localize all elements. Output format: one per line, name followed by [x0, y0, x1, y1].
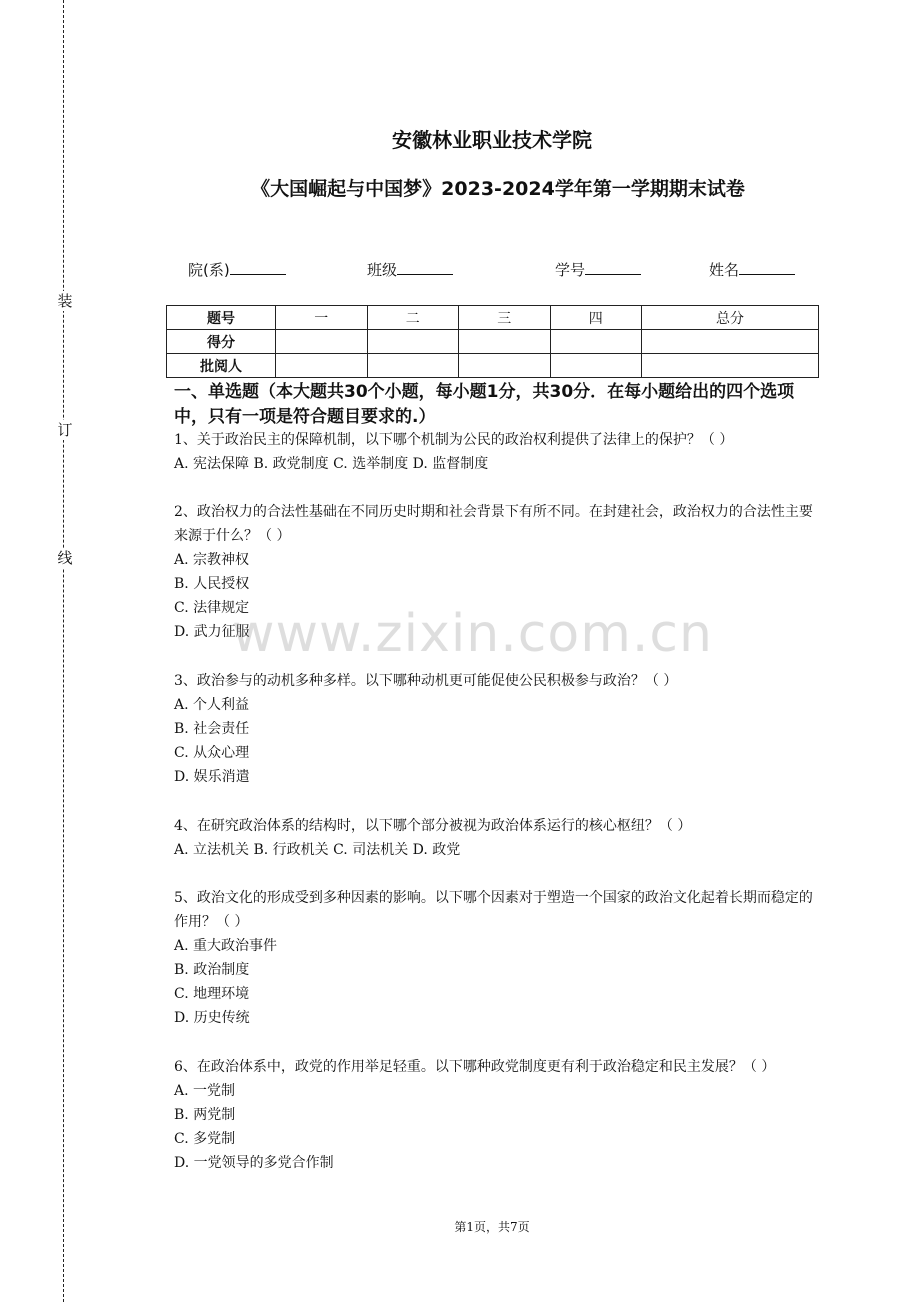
score-table-row-grader [167, 354, 819, 378]
page-footer: 第1页，共7页 [454, 1220, 530, 1234]
question-options: A. 立法机关 B. 行政机关 C. 司法机关 D. 政党 [174, 842, 461, 858]
question-stem: 2、政治权力的合法性基础在不同历史时期和社会背景下有所不同。在封建社会，政治权力的合法性主要来源于什么？（ ） [174, 504, 813, 544]
score-cell[interactable] [550, 330, 642, 354]
score-table-col-total: 总分 [642, 306, 819, 330]
question-3 [174, 669, 824, 789]
option-d: D. 一党领导的多党合作制 [174, 1155, 334, 1171]
score-table-header-row [167, 306, 819, 330]
option-c: C. 地理环境 [174, 986, 250, 1002]
question-5 [174, 886, 824, 1030]
option-a: A. 重大政治事件 [174, 938, 278, 954]
school-title: 安徽林业职业技术学院 [392, 128, 592, 152]
score-table-col-3: 三 [459, 306, 551, 330]
question-stem: 3、政治参与的动机多种多样。以下哪种动机更可能促使公民积极参与政治？（ ） [174, 673, 678, 689]
option-a: A. 一党制 [174, 1083, 236, 1099]
binding-char-ding: 订 [57, 421, 73, 439]
score-cell[interactable] [642, 330, 819, 354]
binding-char-zhuang: 装 [57, 292, 73, 310]
score-table-col-1: 一 [276, 306, 368, 330]
score-cell[interactable] [276, 330, 368, 354]
option-b: B. 两党制 [174, 1107, 236, 1123]
grader-cell[interactable] [276, 354, 368, 378]
option-c: C. 法律规定 [174, 600, 250, 616]
score-table-col-4: 四 [550, 306, 642, 330]
question-stem: 4、在研究政治体系的结构时，以下哪个部分被视为政治体系运行的核心枢纽？（ ） [174, 818, 692, 834]
option-c: C. 从众心理 [174, 745, 250, 761]
score-table-header-label: 题号 [167, 306, 276, 330]
student-id-field[interactable]: 学号 [555, 259, 641, 280]
question-6 [174, 1055, 824, 1175]
score-row-label: 得分 [167, 330, 276, 354]
name-field[interactable]: 姓名 [709, 259, 795, 280]
option-b: B. 人民授权 [174, 576, 250, 592]
question-4 [174, 814, 824, 862]
grader-row-label: 批阅人 [167, 354, 276, 378]
question-stem: 1、关于政治民主的保障机制，以下哪个机制为公民的政治权利提供了法律上的保护？（ ） [174, 432, 734, 448]
question-stem: 6、在政治体系中，政党的作用举足轻重。以下哪种政党制度更有利于政治稳定和民主发展？（ ） [174, 1059, 776, 1075]
score-table [166, 305, 819, 378]
score-table-col-2: 二 [367, 306, 459, 330]
score-cell[interactable] [367, 330, 459, 354]
binding-char-xian: 线 [57, 549, 73, 567]
department-field[interactable]: 院(系) [188, 259, 286, 280]
question-options: A. 宪法保障 B. 政党制度 C. 选举制度 D. 监督制度 [174, 456, 489, 472]
option-b: B. 社会责任 [174, 721, 250, 737]
grader-cell[interactable] [550, 354, 642, 378]
score-cell[interactable] [459, 330, 551, 354]
option-c: C. 多党制 [174, 1131, 236, 1147]
option-d: D. 历史传统 [174, 1010, 250, 1026]
exam-title: 《大国崛起与中国梦》2023-2024学年第一学期期末试卷 [251, 178, 745, 200]
section-heading: 一、单选题（本大题共30个小题，每小题1分，共30分．在每小题给出的四个选项中，只有一项是符合题目要求的.） [174, 382, 795, 427]
option-a: A. 宗教神权 [174, 552, 250, 568]
option-b: B. 政治制度 [174, 962, 250, 978]
grader-cell[interactable] [367, 354, 459, 378]
question-stem: 5、政治文化的形成受到多种因素的影响。以下哪个因素对于塑造一个国家的政治文化起着长期而稳定的作用？（ ） [174, 890, 813, 930]
option-d: D. 武力征服 [174, 624, 250, 640]
question-1 [174, 428, 824, 476]
grader-cell[interactable] [459, 354, 551, 378]
option-d: D. 娱乐消遣 [174, 769, 250, 785]
score-table-row-score [167, 330, 819, 354]
grader-cell[interactable] [642, 354, 819, 378]
class-field[interactable]: 班级 [367, 259, 453, 280]
option-a: A. 个人利益 [174, 697, 250, 713]
watermark: www.zixin.com.cn [232, 604, 713, 664]
